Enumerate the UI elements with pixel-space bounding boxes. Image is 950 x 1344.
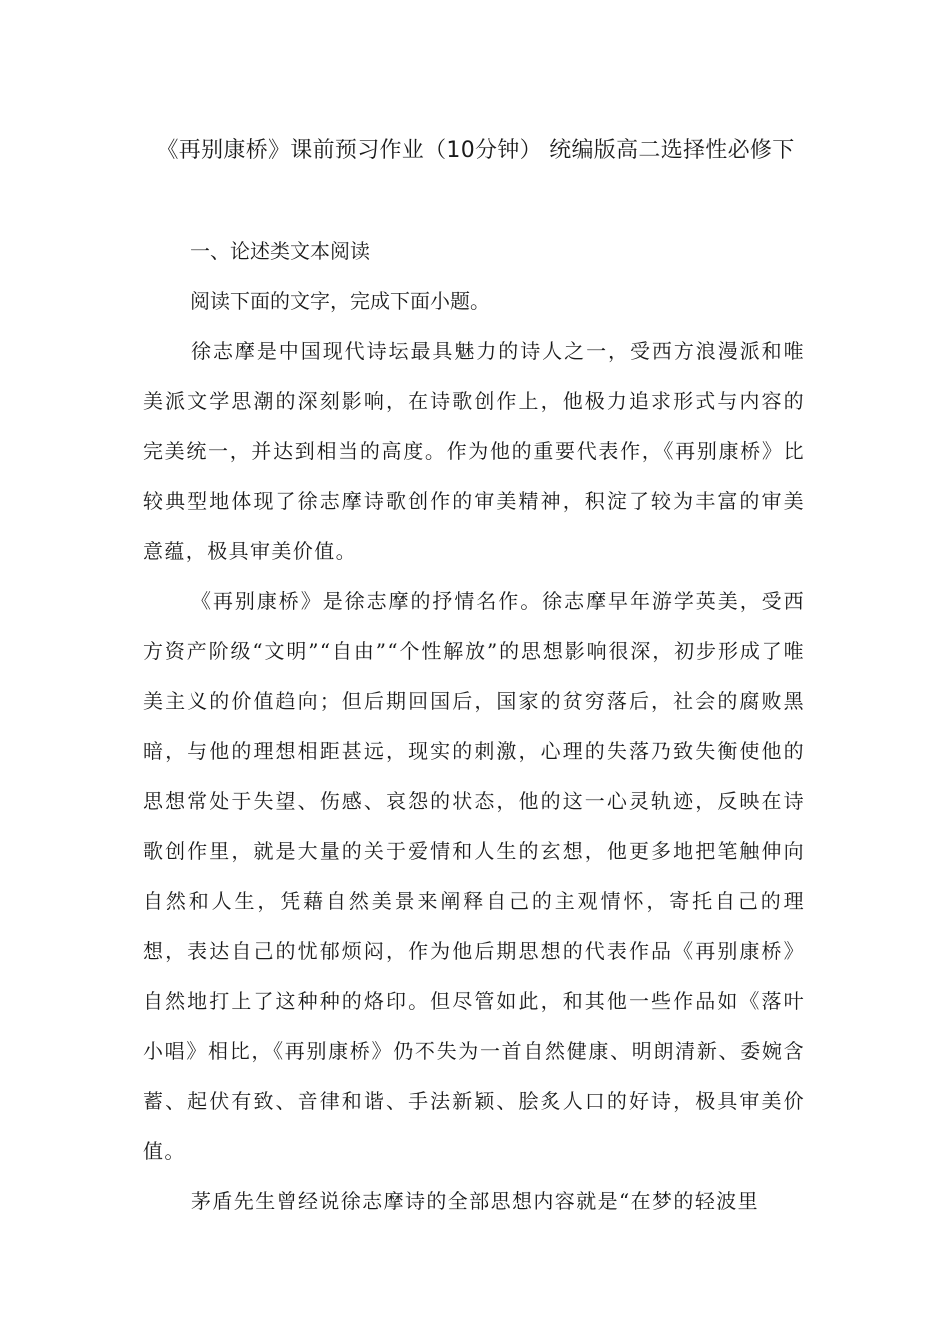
paragraph-3: 茅盾先生曾经说徐志摩诗的全部思想内容就是“在梦的轻波里 <box>191 1189 760 1213</box>
document-title: 《再别康桥》课前预习作业（10分钟） 统编版高二选择性必修下 <box>156 138 795 163</box>
section-heading: 一、论述类文本阅读 <box>190 239 370 263</box>
paragraph-1: 徐志摩是中国现代诗坛最具魅力的诗人之一，受西方浪漫派和唯美派文学思潮的深刻影响，在诗歌创作上，他极力追求形式与内容的完美统一，并达到相当的高度。作为他的重要代表作，《再别康桥》比较典型地体现了徐志摩诗歌创作的审美精神，积淀了较为丰富的审美意蕴，极具审美价值。 <box>143 339 805 563</box>
reading-instruction: 阅读下面的文字，完成下面小题。 <box>190 289 490 313</box>
paragraph-2: 《再别康桥》是徐志摩的抒情名作。徐志摩早年游学英美，受西方资产阶级“文明”“自由”“个性解放”的思想影响很深，初步形成了唯美主义的价值趋向；但后期回国后，国家的贫穷落后，社会的腐败黑暗，与他的理想相距甚远，现实的刺激，心理的失落乃致失衡使他的思想常处于失望、伤感、哀怨的状态，他的这一心灵轨迹，反映在诗歌创作里，就是大量的关于爱情和人生的玄想，他更多地把笔触伸向自然和人生，凭藉自然美景来阐释自己的主观情怀，寄托自己的理想，表达自己的忧郁烦闷，作为他后期思想的代表作品《再别康桥》自然地打上了这种种的烙印。但尽管如此，和其他一些作品如《落叶小唱》相比，《再别康桥》仍不失为一首自然健康、明朗清新、委婉含蓄、起伏有致、音律和谐、手法新颖、脍炙人口的好诗，极具审美价值。 <box>143 589 805 1163</box>
